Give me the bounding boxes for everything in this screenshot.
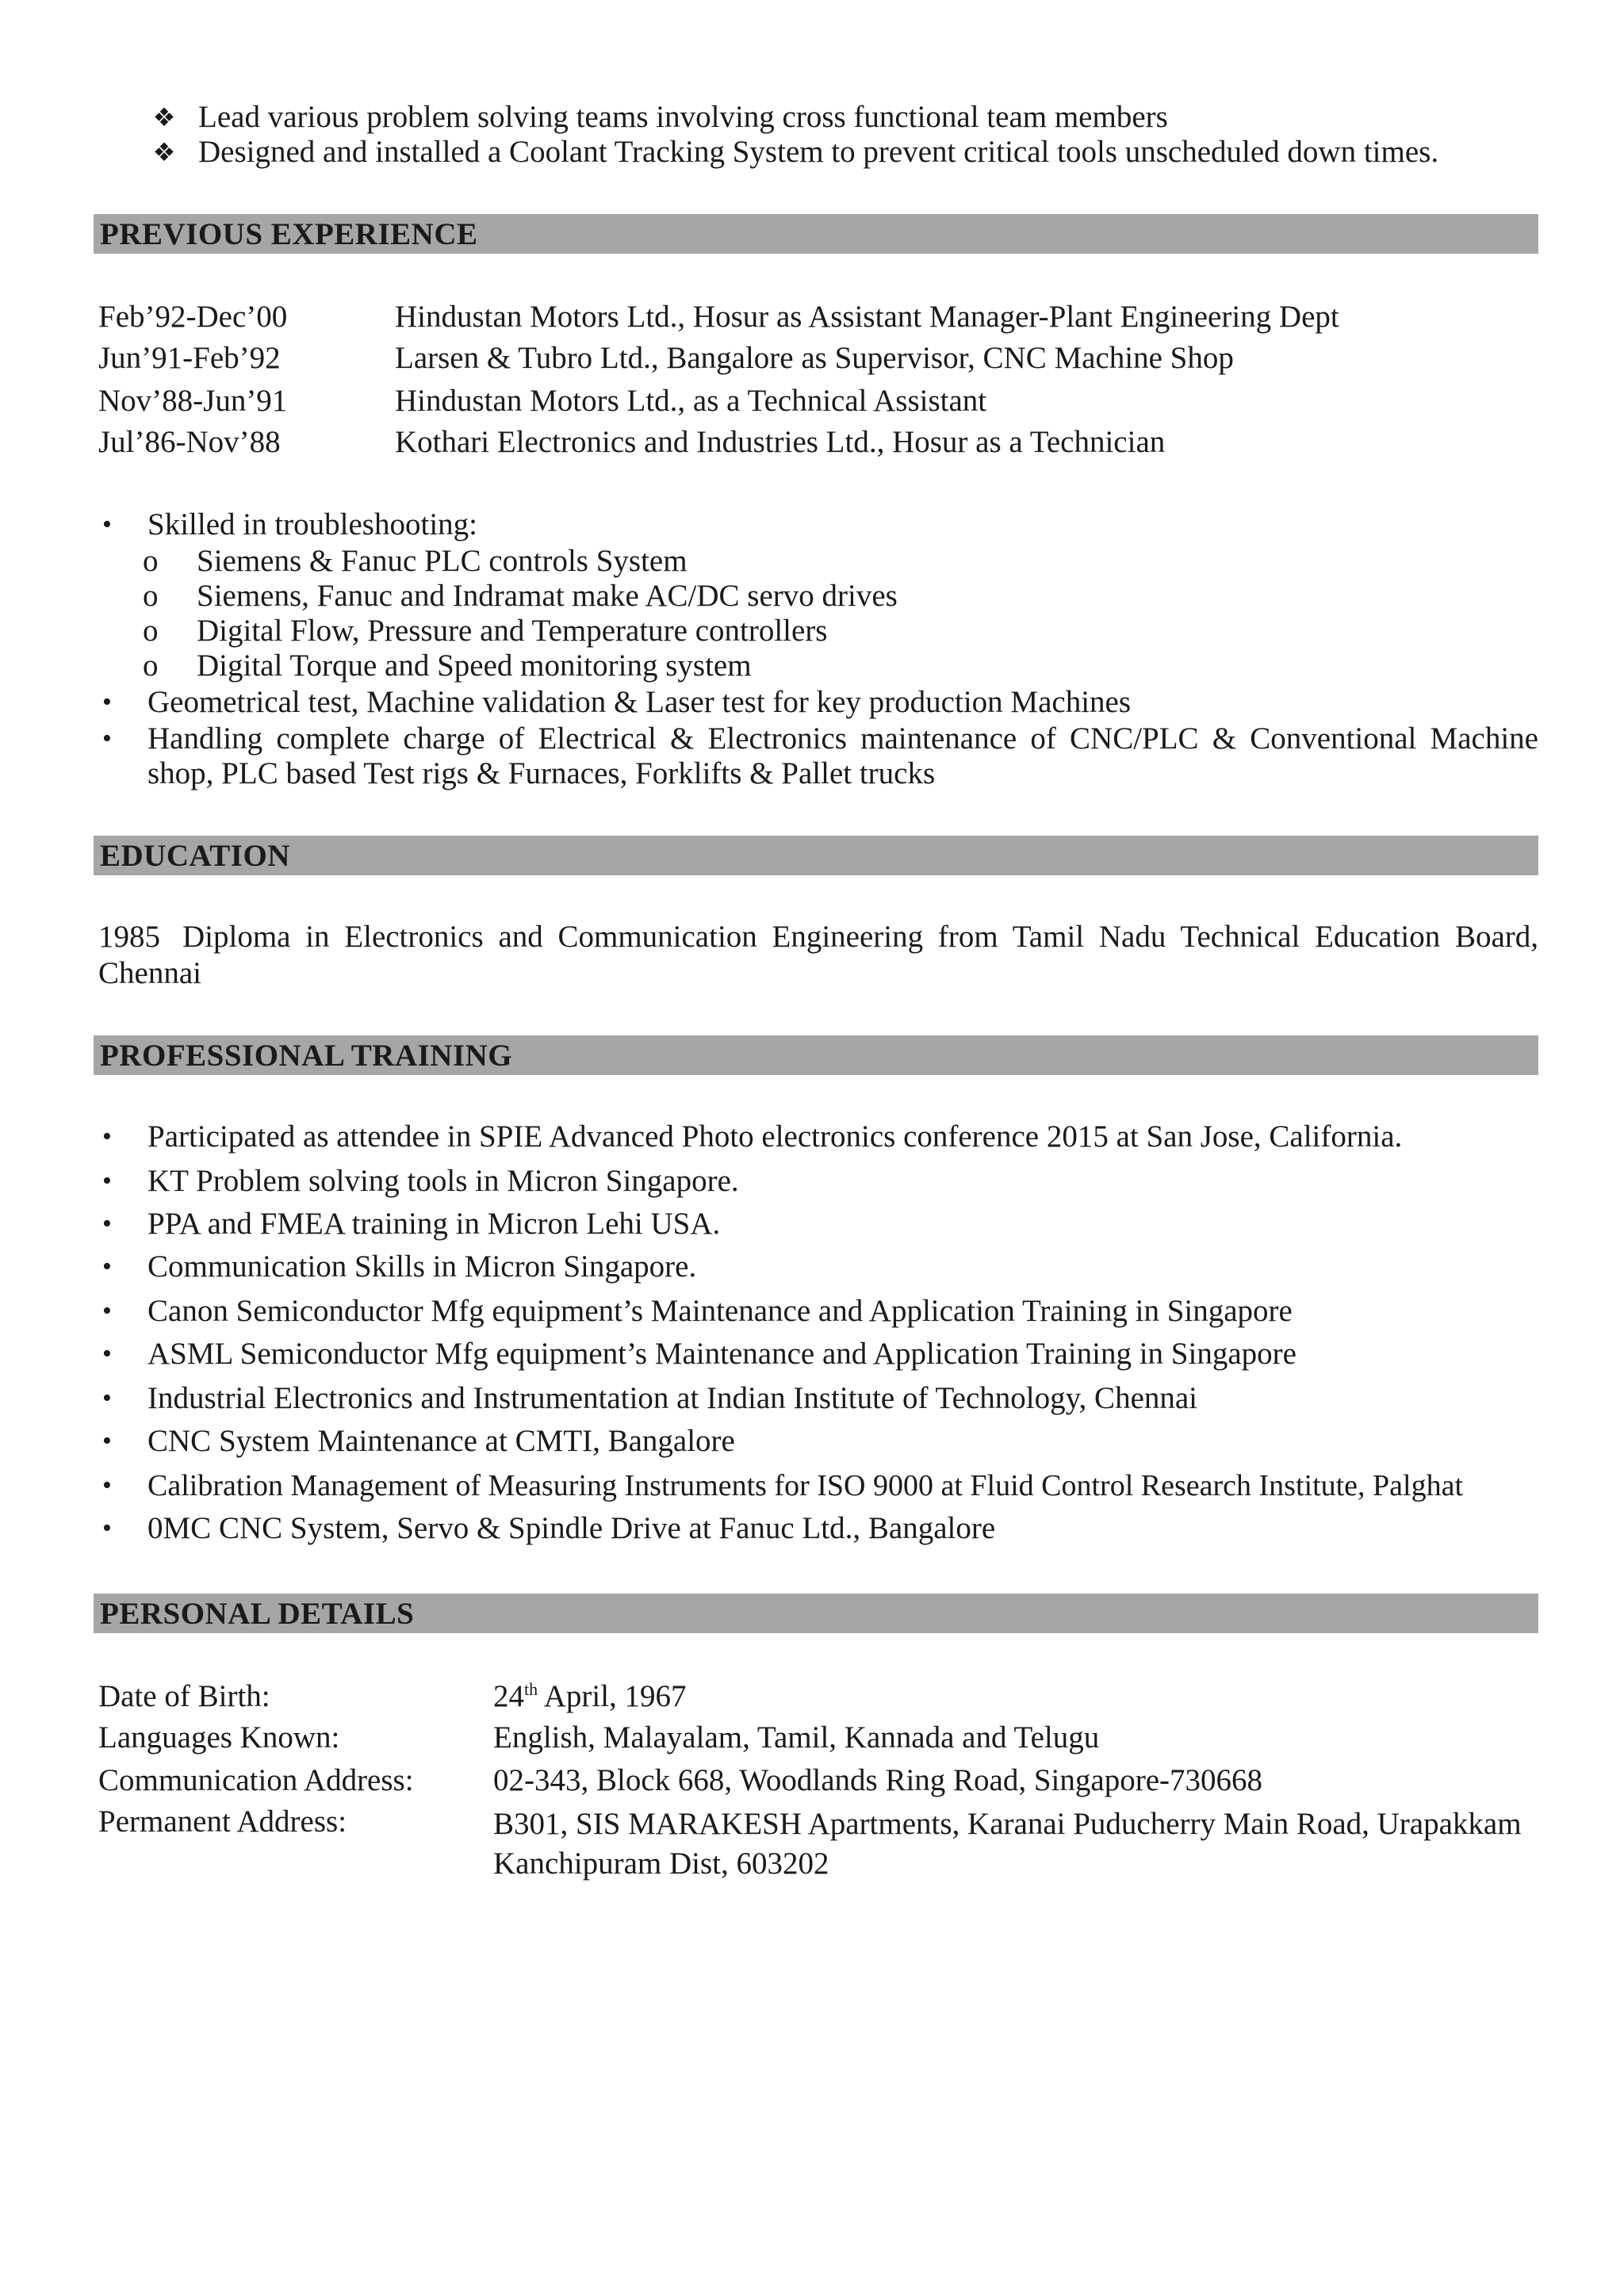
skill-text-continuation: shop, PLC based Test rigs & Furnaces, Forklifts & Pallet trucks [147,756,936,790]
communication-address-label: Communication Address: [98,1763,414,1797]
training-text: Communication Skills in Micron Singapore. [147,1249,697,1284]
training-item [98,1468,1538,1503]
communication-address-value: 02-343, Block 668, Woodlands Ring Road, Singapore-730668 [493,1763,1262,1797]
section-title: PERSONAL DETAILS [100,1597,415,1631]
training-item [98,1164,1538,1199]
sub-bullet-icon: o [143,579,159,613]
dob-day: 24 [493,1679,524,1713]
bullet-icon: • [102,1252,112,1281]
bullet-icon: • [102,1383,112,1413]
sub-skill-text: Siemens & Fanuc PLC controls System [197,544,688,578]
education-year: 1985 [98,920,160,954]
bullet-icon: • [102,1122,112,1151]
achievement-text: Lead various problem solving teams involving cross functional team members [198,100,1168,134]
experience-dates: Jun’91-Feb’92 [98,341,281,375]
section-header-education [94,836,1538,875]
diamond-bullet-icon: ❖ [152,103,176,132]
training-item [98,1381,1538,1416]
languages-label: Languages Known: [98,1720,340,1755]
experience-description: Larsen & Tubro Ltd., Bangalore as Supervisor, CNC Machine Shop [395,341,1234,375]
section-header-previous-experience [94,214,1538,254]
training-item [98,1294,1538,1329]
education-description: Diploma in Electronics and Communication Engineering from Tamil Nadu Technical Education Board, [182,920,1538,954]
sub-bullet-icon: o [143,614,159,648]
personal-detail-row [98,1804,1538,1884]
sub-skill-text: Siemens, Fanuc and Indramat make AC/DC servo drives [197,579,898,613]
training-text: KT Problem solving tools in Micron Singapore. [147,1164,739,1198]
training-item [98,1337,1538,1372]
bullet-icon: • [102,1209,112,1238]
training-text: Participated as attendee in SPIE Advanced Photo electronics conference 2015 at San Jose, California. [147,1119,1403,1154]
experience-dates: Feb’92-Dec’00 [98,300,288,334]
training-item [98,1249,1538,1284]
section-header-personal-details [94,1594,1538,1633]
training-item [98,1511,1538,1546]
bullet-icon: • [102,1339,112,1368]
personal-detail-row [98,1720,1538,1755]
skill-text: Handling complete charge of Electrical & Electronics maintenance of CNC/PLC & Conventional Machine [147,721,1538,756]
personal-detail-row [98,1763,1538,1798]
training-text: CNC System Maintenance at CMTI, Bangalore [147,1424,735,1458]
permanent-address-label: Permanent Address: [98,1804,347,1839]
education-entry [98,920,1538,991]
section-title: EDUCATION [100,839,290,873]
skill-text: Skilled in troubleshooting: [147,507,477,541]
personal-detail-row [98,1679,1538,1714]
skill-item [98,721,1538,793]
sub-skill-text: Digital Torque and Speed monitoring system [197,649,752,683]
bullet-icon: • [102,1513,112,1543]
experience-description: Hindustan Motors Ltd., as a Technical Assistant [395,384,987,418]
sub-bullet-icon: o [143,649,159,683]
training-text: Calibration Management of Measuring Instruments for ISO 9000 at Fluid Control Research Institute, Palghat [147,1469,1464,1502]
experience-description: Kothari Electronics and Industries Ltd., Hosur as a Technician [395,425,1166,459]
sub-skill-text: Digital Flow, Pressure and Temperature controllers [197,614,828,648]
bullet-icon: • [102,1296,112,1326]
skill-item [98,685,1538,720]
section-title: PREVIOUS EXPERIENCE [100,217,478,251]
bullet-icon: • [102,1471,112,1500]
skill-item [98,507,1538,542]
permanent-address-line: Kanchipuram Dist, 603202 [493,1846,829,1881]
training-text: ASML Semiconductor Mfg equipment’s Maintenance and Application Training in Singapore [147,1337,1297,1371]
diamond-bullet-icon: ❖ [152,138,176,166]
dob-ordinal-suffix: th [524,1679,538,1699]
section-title: PROFESSIONAL TRAINING [100,1039,513,1073]
education-description-continuation: Chennai [98,956,201,990]
training-item [98,1119,1538,1154]
sub-bullet-icon: o [143,544,159,578]
experience-dates: Jul’86-Nov’88 [98,425,281,459]
bullet-icon: • [102,1426,112,1456]
achievement-text: Designed and installed a Coolant Tracking System to prevent critical tools unscheduled down times. [198,135,1439,169]
dob-label: Date of Birth: [98,1679,270,1713]
languages-value: English, Malayalam, Tamil, Kannada and Telugu [493,1720,1100,1755]
skill-text: Geometrical test, Machine validation & Laser test for key production Machines [147,685,1132,719]
training-text: Canon Semiconductor Mfg equipment’s Maintenance and Application Training in Singapore [147,1294,1293,1328]
bullet-icon: • [102,1166,112,1196]
section-header-professional-training [94,1035,1538,1075]
dob-value [493,1679,1538,1714]
training-text: 0MC CNC System, Servo & Spindle Drive at Fanuc Ltd., Bangalore [147,1511,996,1545]
training-item [98,1424,1538,1459]
permanent-address-value [493,1804,1538,1884]
bullet-icon: • [102,510,112,539]
permanent-address-line: B301, SIS MARAKESH Apartments, Karanai Puducherry Main Road, Urapakkam [493,1807,1522,1841]
experience-dates: Nov’88-Jun’91 [98,384,288,418]
bullet-icon: • [102,724,112,753]
experience-description: Hindustan Motors Ltd., Hosur as Assistant Manager-Plant Engineering Dept [395,300,1339,334]
training-text: PPA and FMEA training in Micron Lehi USA. [147,1207,721,1241]
dob-month-year: April, 1967 [543,1679,687,1713]
training-text: Industrial Electronics and Instrumentation at Indian Institute of Technology, Chennai [147,1381,1198,1415]
training-item [98,1207,1538,1242]
bullet-icon: • [102,687,112,717]
